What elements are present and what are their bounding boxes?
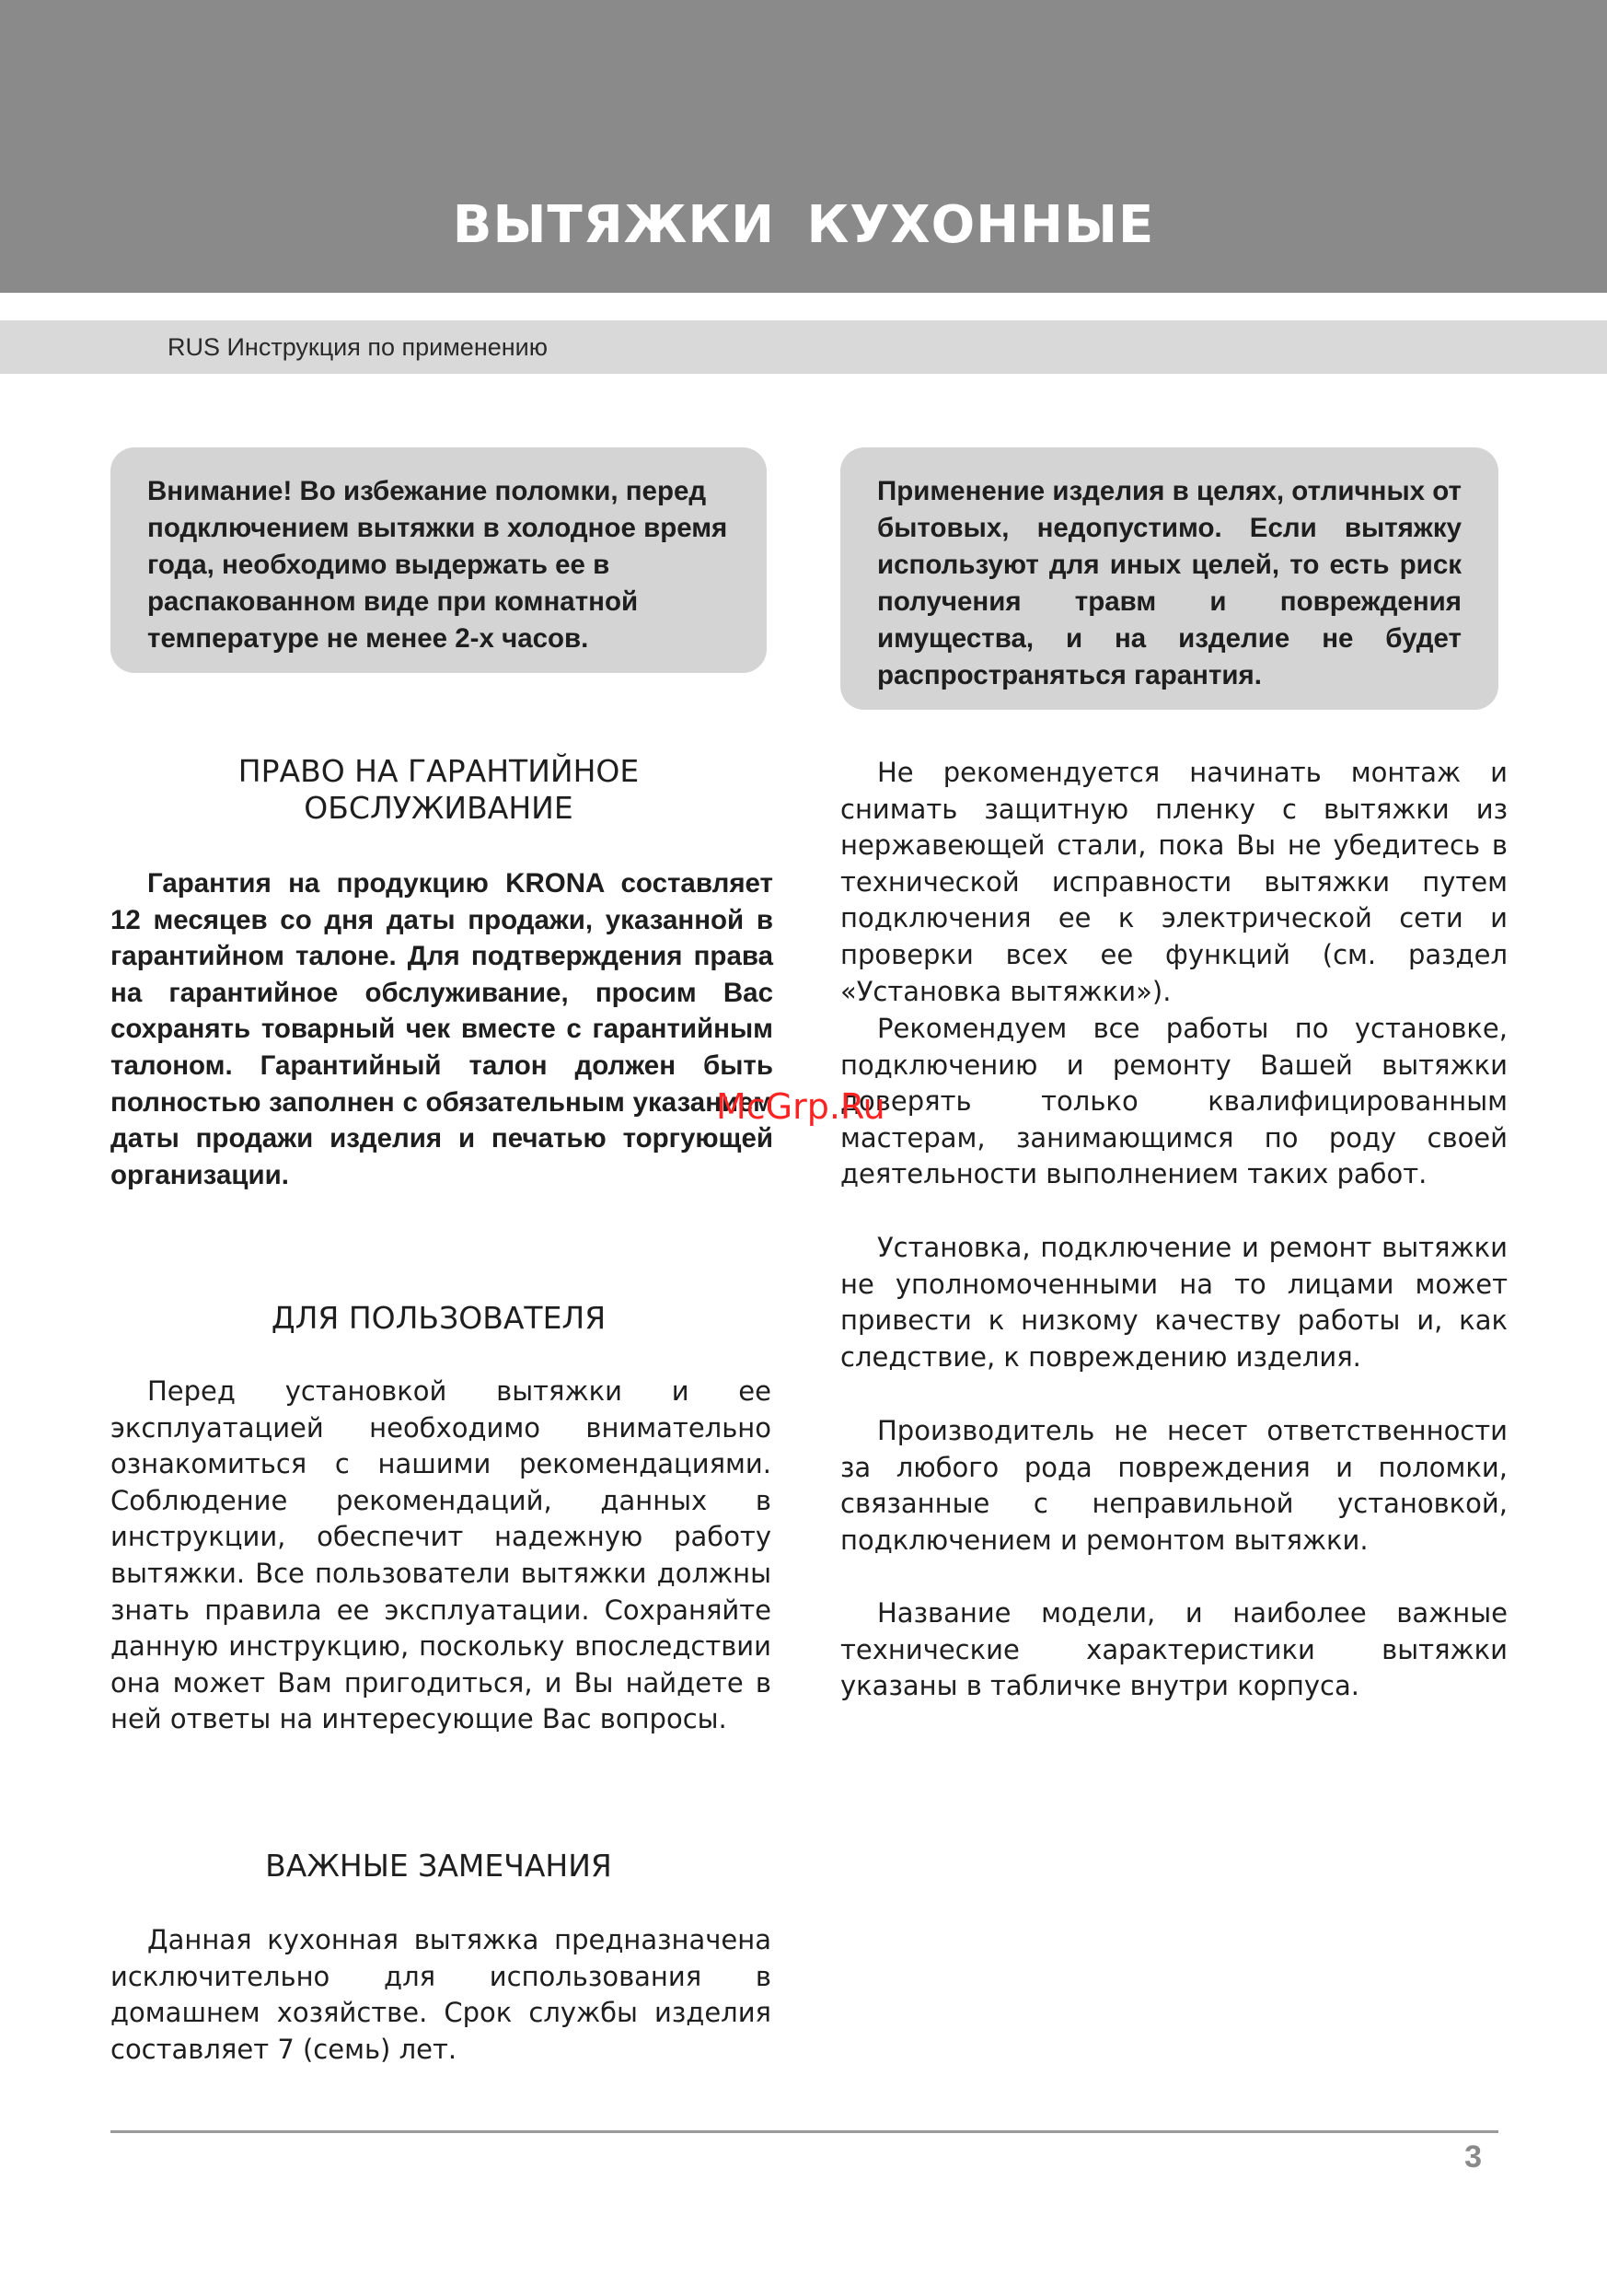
household-use-warning-box (840, 447, 1498, 710)
important-notes-paragraph: Данная кухонная вытяжка предназначена исключительно для использования в домашнем хозяйстве. Срок службы изделия составляет 7 (семь) лет. (110, 1924, 771, 2065)
warranty-heading-line2: ОБСЛУЖИВАНИЕ (304, 790, 573, 826)
user-heading: ДЛЯ ПОЛЬЗОВАТЕЛЯ (271, 1300, 607, 1336)
cold-weather-warning-text: Внимание! Во избежание поломки, перед подключением вытяжки в холодное время года, необходимо выдержать ее в распакованном виде при комнатной температуре не менее 2-х часов. (147, 476, 728, 654)
right-paragraph-4: Производитель не несет ответственности за любого рода повреждения и поломки, связанные с неправильной установкой, подключением и ремонтом вытяжки. (840, 1415, 1508, 1556)
right-paragraph-1: Не рекомендуется начинать монтаж и снимать защитную пленку с вытяжки из нержавеющей стали, пока Вы не убедитесь в технической исправности вытяжки путем подключения ее к электрической сети и проверки всех ее функций (см. раздел «Установка вытяжки»). (840, 757, 1508, 1007)
important-notes-heading: ВАЖНЫЕ ЗАМЕЧАНИЯ (265, 1848, 612, 1884)
warranty-heading (110, 753, 767, 827)
right-paragraph-3: Установка, подключение и ремонт вытяжки не уполномоченными на то лицами может привести к низкому качеству работы и, как следствие, к повреждению изделия. (840, 1232, 1508, 1373)
household-use-warning-text: Применение изделия в целях, отличных от бытовых, недопустимо. Если вытяжку используют для иных целей, то есть риск получения травм и повреждения имущества, и на изделие не будет распространяться гарантия. (877, 476, 1462, 690)
cold-weather-warning-box (110, 447, 767, 673)
warranty-paragraph: Гарантия на продукцию KRONA составляет 12 месяцев со дня даты продажи, указанной в гарантийном талоне. Для подтверждения права на гарантийное обслуживание, просим Вас сохранять товарный чек вместе с гарантийным талоном. Гарантийный талон должен быть полностью заполнен с обязательным указанием даты продажи изделия и печатью торгующей организации. (110, 868, 773, 1190)
watermark: McGrp.Ru (716, 1086, 885, 1127)
user-paragraph: Перед установкой вытяжки и ее эксплуатацией необходимо внимательно ознакомиться с нашими рекомендациями. Соблюдение рекомендаций, данных в инструкции, обеспечит надежную работу вытяжки. Все пользователи вытяжки должны знать правила ее эксплуатации. Сохраняйте данную инструкцию, поскольку впоследствии она может Вам пригодиться, и Вы найдете в ней ответы на интересующие Вас вопросы. (110, 1375, 771, 1735)
document-subtitle: RUS Инструкция по применению (168, 333, 548, 361)
right-paragraph-2: Рекомендуем все работы по установке, подключению и ремонту Вашей вытяжки доверять только квалифицированным мастерам, занимающимся по роду своей деятельности выполнением таких работ. (840, 1013, 1508, 1190)
right-paragraph-5: Название модели, и наиболее важные технические характеристики вытяжки указаны в табличке внутри корпуса. (840, 1597, 1508, 1702)
footer-divider (110, 2130, 1498, 2133)
warranty-heading-line1: ПРАВО НА ГАРАНТИЙНОЕ (237, 753, 640, 789)
page-title: ВЫТЯЖКИ КУХОННЫЕ (452, 195, 1155, 255)
page-number: 3 (1464, 2139, 1482, 2174)
